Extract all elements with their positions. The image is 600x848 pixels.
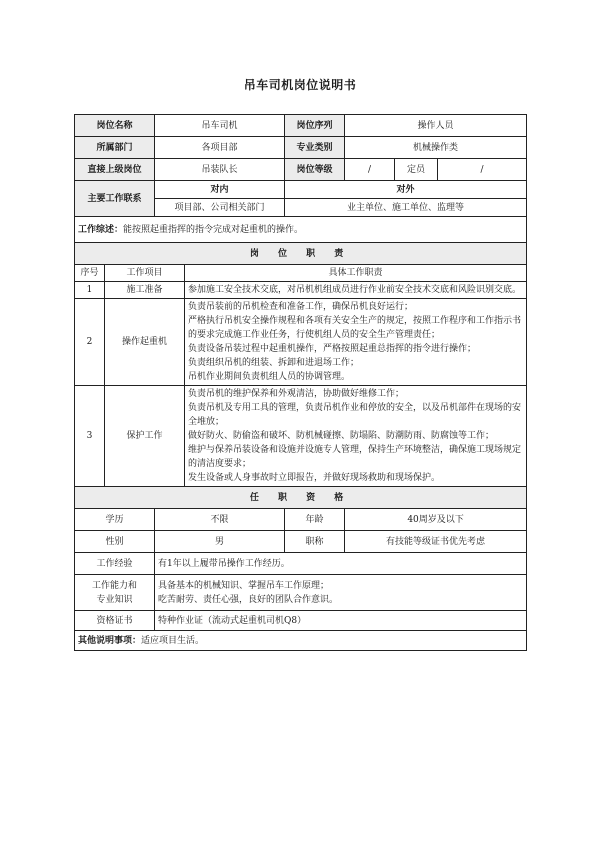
notes-row [75, 631, 527, 651]
staffing-value: / [438, 159, 527, 181]
title-label: 职称 [285, 531, 345, 553]
notes-text: 适应项目生活。 [141, 635, 205, 646]
department-value: 各项目部 [155, 137, 285, 159]
summary-text: 能按照起重指挥的指令完成对起重机的操作。 [123, 224, 304, 235]
contacts-label: 主要工作联系 [75, 181, 155, 217]
gender-value: 男 [155, 531, 285, 553]
qual-row-2 [75, 531, 527, 553]
duty-row-3 [75, 386, 527, 487]
notes-label: 其他说明事项： [78, 635, 142, 646]
duty-no: 3 [75, 386, 105, 487]
ability-label [75, 575, 155, 611]
position-name-value: 吊车司机 [155, 115, 285, 137]
superior-value: 吊装队长 [155, 159, 285, 181]
contacts-external-label: 对外 [285, 181, 527, 199]
age-value: 40周岁及以下 [345, 509, 527, 531]
duties-col-item: 工作项目 [105, 265, 185, 282]
qual-row-1 [75, 509, 527, 531]
duty-line: 参加施工安全技术交底，对吊机机组成员进行作业前安全技术交底和风险识别交底。 [188, 285, 522, 295]
gender-label: 性别 [75, 531, 155, 553]
duty-row-1 [75, 282, 527, 299]
duty-line: 负责设备吊装过程中起重机操作，严格按照起重总指挥的指令进行操作； [188, 344, 477, 354]
qual-row-5 [75, 611, 527, 631]
ability-label-line-2: 专业知识 [96, 594, 133, 605]
experience-value: 有1年以上履带吊操作工作经历。 [155, 553, 527, 575]
ability-label-line-1: 工作能力和 [92, 580, 138, 591]
superior-label: 直接上级岗位 [75, 159, 155, 181]
summary-label: 工作综述： [78, 224, 124, 235]
title-value: 有技能等级证书优先考虑 [345, 531, 527, 553]
contacts-internal-label: 对内 [155, 181, 285, 199]
duty-detail [185, 386, 527, 487]
duty-line: 维护与保养吊装设备和设施并设施专人管理，保持生产环境整洁，确保施工现场规定的清洁度要求； [188, 445, 522, 469]
ability-line-2: 吃苦耐劳、责任心强，良好的团队合作意识。 [158, 594, 339, 605]
position-name-label: 岗位名称 [75, 115, 155, 137]
duty-no: 2 [75, 299, 105, 386]
duty-line: 严格执行吊机安全操作规程和各项有关安全生产的规定，按照工作程序和工作指示书的要求完成施工作业任务，行使机组人员的安全生产管理责任； [188, 316, 522, 340]
basic-row-1 [75, 115, 527, 137]
duty-line: 负责吊机及专用工具的管理，负责吊机作业和停放的安全，以及吊机部件在现场的安全堆放； [188, 403, 522, 427]
position-seq-value: 操作人员 [345, 115, 527, 137]
qual-row-4 [75, 575, 527, 611]
job-description-table [74, 114, 527, 651]
ability-value [155, 575, 527, 611]
summary-cell [75, 217, 527, 243]
ability-line-1: 具备基本的机械知识、掌握吊车工作原理； [158, 580, 330, 591]
department-label: 所属部门 [75, 137, 155, 159]
duty-line: 做好防火、防偷盗和破坏、防机械碰擦、防塌陷、防潮防雨、防腐蚀等工作； [188, 431, 495, 441]
education-label: 学历 [75, 509, 155, 531]
duty-detail [185, 299, 527, 386]
experience-label: 工作经验 [75, 553, 155, 575]
qual-row-3 [75, 553, 527, 575]
education-value: 不限 [155, 509, 285, 531]
contacts-internal-value: 项目部、公司相关部门 [155, 199, 285, 217]
specialty-value: 机械操作类 [345, 137, 527, 159]
grade-value: / [345, 159, 395, 181]
contacts-row-1 [75, 181, 527, 199]
page-title: 吊车司机岗位说明书 [243, 78, 357, 92]
duty-line: 吊机作业期间负责机组人员的协调管理。 [188, 372, 351, 382]
duties-section-row [75, 243, 527, 265]
duty-line: 负责吊机的维护保养和外观清洁，协助做好维修工作； [188, 389, 405, 399]
duty-line: 发生设备或人身事故时立即报告，并做好现场救助和现场保护。 [188, 473, 441, 483]
basic-row-2 [75, 137, 527, 159]
contacts-external-value: 业主单位、施工单位、监理等 [285, 199, 527, 217]
duty-item: 施工准备 [105, 282, 185, 299]
basic-row-3 [75, 159, 527, 181]
certificate-value: 特种作业证（流动式起重机司机Q8） [155, 611, 527, 631]
age-label: 年龄 [285, 509, 345, 531]
duty-item: 保护工作 [105, 386, 185, 487]
specialty-label: 专业类别 [285, 137, 345, 159]
certificate-label: 资格证书 [75, 611, 155, 631]
notes-cell [75, 631, 527, 651]
duty-line: 负责吊装前的吊机检查和准备工作，确保吊机良好运行； [188, 302, 414, 312]
duty-detail [185, 282, 527, 299]
duty-item: 操作起重机 [105, 299, 185, 386]
staffing-label: 定员 [395, 159, 438, 181]
duty-no: 1 [75, 282, 105, 299]
grade-label: 岗位等级 [285, 159, 345, 181]
duties-col-no: 序号 [75, 265, 105, 282]
qual-section-row [75, 487, 527, 509]
duties-col-detail: 具体工作职责 [185, 265, 527, 282]
duties-section-title: 岗 位 职 责 [75, 243, 527, 265]
duty-row-2 [75, 299, 527, 386]
duties-header-row [75, 265, 527, 282]
position-seq-label: 岗位序列 [285, 115, 345, 137]
qual-section-title: 任 职 资 格 [75, 487, 527, 509]
summary-row [75, 217, 527, 243]
duty-line: 负责组织吊机的组装、拆卸和进退场工作； [188, 358, 360, 368]
